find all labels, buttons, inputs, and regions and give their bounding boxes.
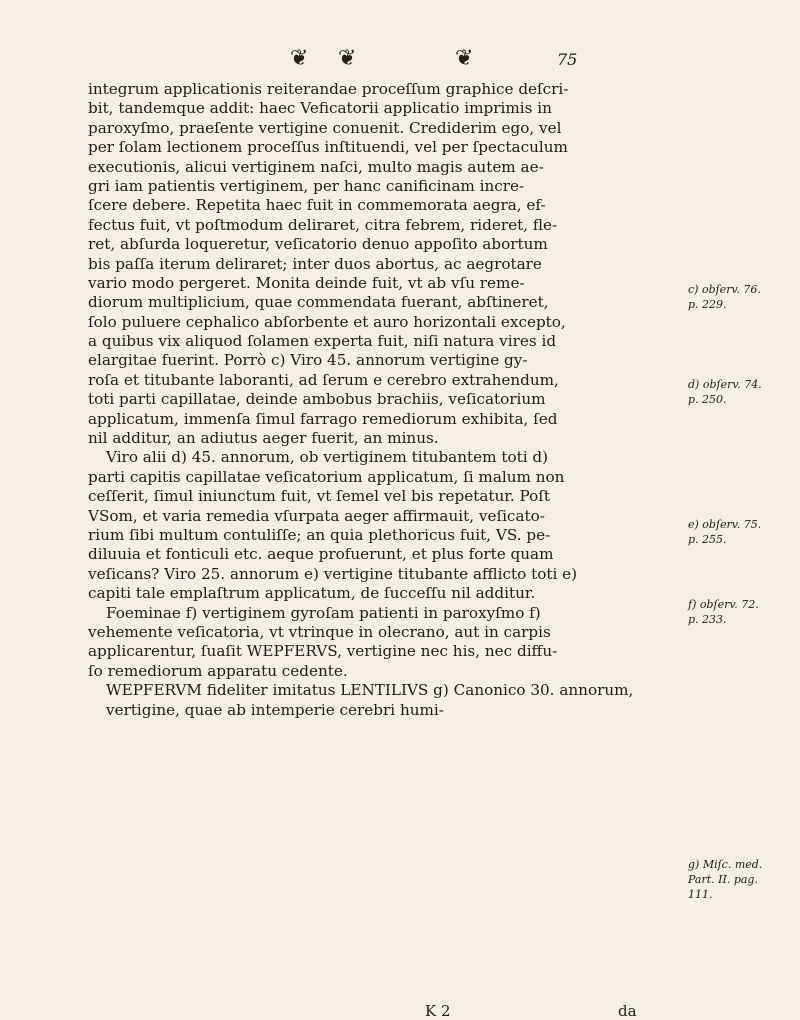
text-line: diluuia et fonticuli etc. aeque profuerunt, et plus forte quam — [88, 545, 554, 564]
text-line: vario modo pergeret. Monita deinde fuit, vt ab vſu reme- — [88, 273, 525, 292]
margin-note: p. 233. — [688, 613, 727, 626]
text-line: a quibus vix aliquod ſolamen experta fuit, niſi natura vires id — [88, 332, 557, 351]
text-line: applicarentur, ſuaſit WEPFERVS, vertigine nec his, nec diffu- — [88, 642, 558, 661]
text-line: per ſolam lectionem proceſſus inſtituendi, vel per ſpectaculum — [88, 138, 568, 157]
text-line: parti capitis capillatae veſicatorium applicatum, ſi malum non — [88, 467, 565, 486]
margin-note: p. 250. — [688, 393, 727, 406]
text-line: gri iam patientis vertiginem, per hanc canificinam incre- — [88, 176, 525, 195]
text-line: Foeminae f) vertiginem gyroſam patienti in paroxyſmo f) — [106, 603, 541, 622]
text-line: applicatum, immenſa ſimul farrago remediorum exhibita, ſed — [88, 409, 558, 428]
page-header — [0, 42, 800, 82]
page-number: 75 — [557, 50, 578, 69]
text-line: bis paſſa iterum deliraret; inter duos abortus, ac aegrotare — [88, 254, 542, 273]
text-line: VSom, et varia remedia vſurpata aeger affirmauit, veſicato- — [88, 506, 545, 525]
text-line: fectus fuit, vt poſtmodum deliraret, citra febrem, rideret, fle- — [88, 215, 558, 234]
body-text — [88, 80, 678, 720]
ornament: ❦ — [290, 46, 309, 71]
margin-note: e) obſerv. 75. — [688, 518, 762, 531]
margin-note: c) obſerv. 76. — [688, 283, 761, 296]
text-line: veſicans? Viro 25. annorum e) vertigine titubante afflicto toti e) — [88, 564, 578, 583]
text-line: WEPFERVM fideliter imitatus LENTILIVS g) Canonico 30. annorum, vertigine, quae ab intemperie cerebri humi- — [106, 681, 634, 719]
ornament: ❦ — [338, 46, 357, 71]
margin-note: p. 229. — [688, 298, 727, 311]
text-line: paroxyſmo, praeſente vertigine conuenit. Crediderim ego, vel — [88, 118, 562, 137]
margin-note: f) obſerv. 72. — [688, 598, 759, 611]
text-line: ſo remediorum apparatu cedente. — [88, 661, 348, 680]
margin-note: p. 255. — [688, 533, 727, 546]
text-line: rium ſibi multum contuliſſe; an quia plethoricus fuit, VS. pe- — [88, 525, 551, 544]
text-line: elargitae fuerint. Porrò c) Viro 45. annorum vertigine gy- — [88, 351, 528, 370]
text-line: bit, tandemque addit: haec Veficatorii applicatio imprimis in — [88, 99, 552, 118]
text-line: integrum applicationis reiterandae proceſſum graphice deſcri- — [88, 80, 569, 98]
catchword: da — [618, 1002, 637, 1020]
text-line: diorum multiplicium, quae commendata fuerant, abſtineret, — [88, 293, 549, 312]
text-line: vehemente veſicatoria, vt vtrinque in olecrano, aut in carpis — [88, 622, 551, 641]
text-line: capiti tale emplaſtrum applicatum, de ſucceſſu nil additur. — [88, 584, 536, 603]
margin-note: g) Miſc. med. — [688, 858, 763, 871]
text-line: Viro alii d) 45. annorum, ob vertiginem titubantem toti d) — [106, 448, 549, 467]
text-line: executionis, alicui vertiginem naſci, multo magis autem ae- — [88, 157, 544, 176]
margin-note: Part. II. pag. — [688, 873, 758, 886]
text-line: toti parti capillatae, deinde ambobus brachiis, veſicatorium — [88, 390, 546, 409]
margin-note: d) obſerv. 74. — [688, 378, 762, 391]
text-line: ſcere debere. Repetita haec fuit in commemorata aegra, ef- — [88, 196, 546, 215]
signature-mark: K 2 — [425, 1002, 451, 1020]
text-line: ſolo puluere cephalico abſorbente et auro horizontali excepto, — [88, 312, 566, 331]
text-line: roſa et titubante laboranti, ad ſerum e cerebro extrahendum, — [88, 370, 559, 389]
text-line: ret, abſurda loqueretur, veſicatorio denuo appoſito abortum — [88, 235, 548, 254]
text-line: ceſſerit, ſimul iniunctum fuit, vt ſemel vel bis repetatur. Poſt — [88, 487, 551, 506]
margin-note: 111. — [688, 888, 713, 901]
ornament: ❦ — [455, 46, 474, 71]
text-line: nil additur, an adiutus aeger fuerit, an minus. — [88, 429, 439, 448]
